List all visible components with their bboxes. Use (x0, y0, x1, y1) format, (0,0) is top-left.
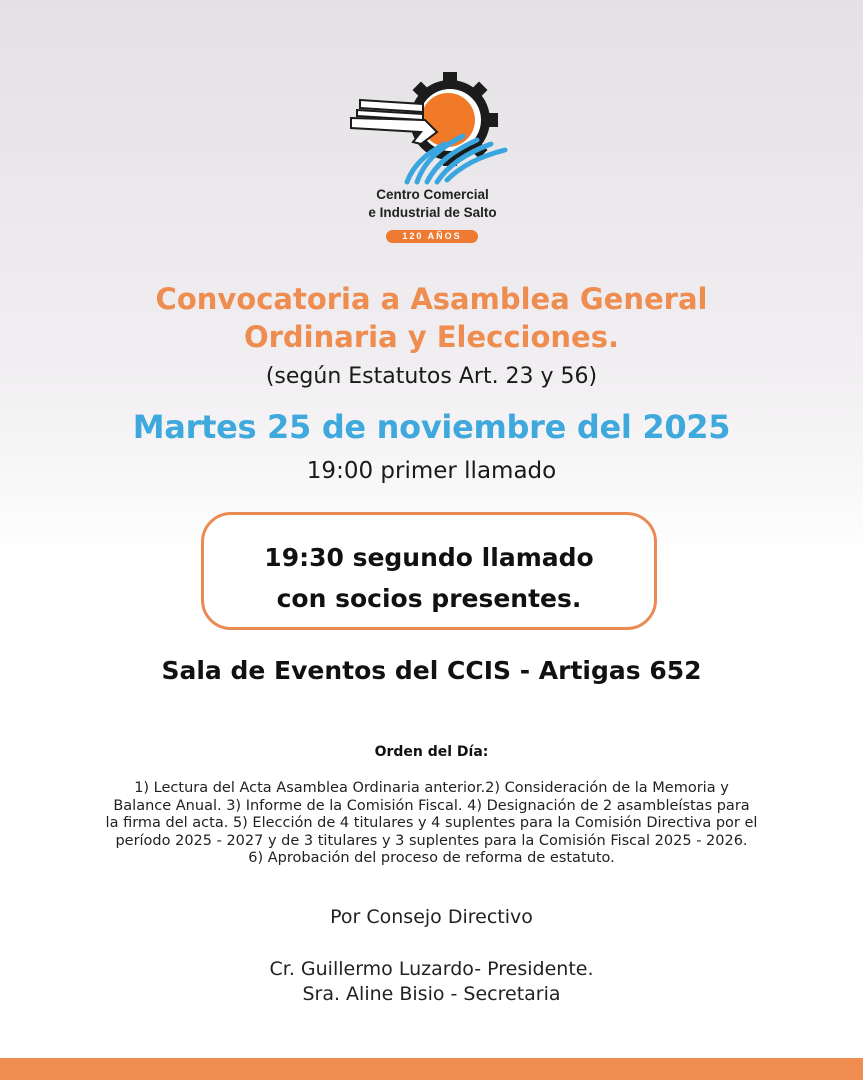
ccis-logo (345, 70, 520, 250)
statutes-reference: (según Estatutos Art. 23 y 56) (265, 364, 598, 389)
bottom-accent-bar (0, 1058, 863, 1080)
gear-sun-waves-logo-icon (345, 70, 520, 185)
signature-secretary: Sra. Aline Bisio - Secretaria (302, 983, 561, 1005)
agenda-line: período 2025 - 2027 y de 3 titulares y 3 suplentes para la Comisión Fiscal 2025 - 2026. (115, 832, 748, 849)
event-venue: Sala de Eventos del CCIS - Artigas 652 (161, 656, 702, 685)
signature-intro: Por Consejo Directivo (330, 906, 533, 928)
title-line1: Convocatoria a Asamblea General (155, 282, 708, 316)
second-call-text (204, 537, 654, 619)
agenda-line: 1) Lectura del Acta Asamblea Ordinaria anterior.2) Consideración de la Memoria y (134, 780, 729, 796)
logo-name-line2: e Industrial de Salto (368, 205, 497, 220)
anniversary-badge: 120 AÑOS (386, 230, 478, 243)
second-call-box (201, 512, 657, 630)
logo-name-line1: Centro Comercial (376, 187, 489, 202)
agenda-line: 6) Aprobación del proceso de reforma de estatuto. (248, 850, 615, 866)
agenda-body (55, 780, 808, 868)
title-line2: Ordinaria y Elecciones. (243, 320, 620, 354)
agenda-line: Balance Anual. 3) Informe de la Comisión Fiscal. 4) Designación de 2 asambleístas para (113, 797, 750, 814)
second-call-line1: 19:30 segundo llamado (264, 543, 594, 572)
first-call-time: 19:00 primer llamado (306, 458, 557, 484)
event-date: Martes 25 de noviembre del 2025 (132, 408, 731, 446)
signature-president: Cr. Guillermo Luzardo- Presidente. (269, 958, 594, 980)
agenda-title: Orden del Día: (374, 744, 489, 760)
agenda-line: la firma del acta. 5) Elección de 4 titulares y 4 suplentes para la Comisión Directiva por el (105, 815, 758, 831)
second-call-line2: con socios presentes. (276, 584, 582, 613)
page-title (0, 280, 863, 356)
